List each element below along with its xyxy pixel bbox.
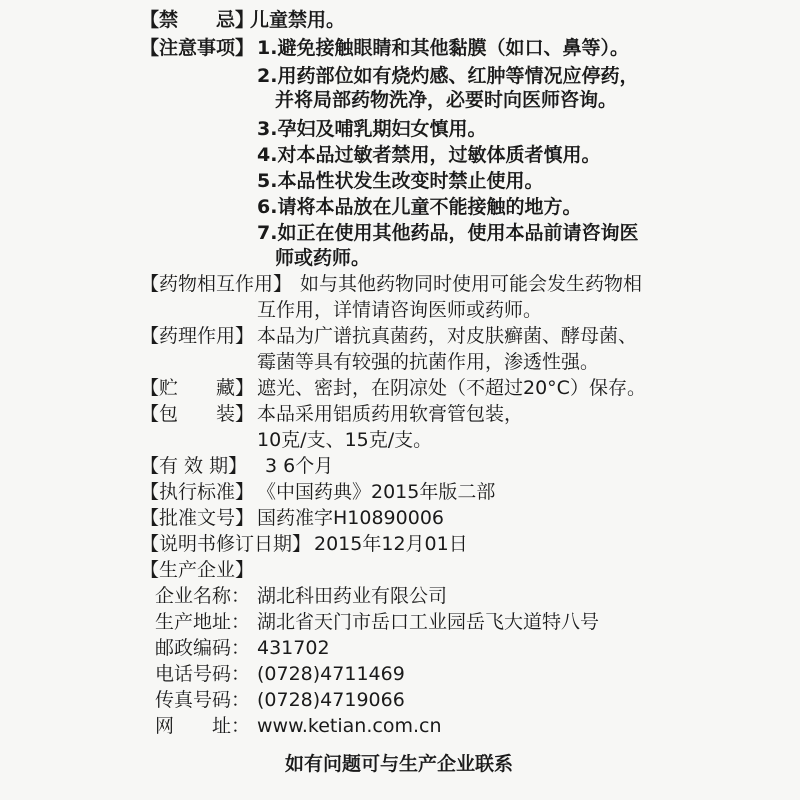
precaution-item: 4.对本品过敏者禁用，过敏体质者慎用。 [257,144,601,166]
contraindication-label: 【禁 忌】 [140,9,255,31]
footer-note: 如有问题可与生产企业联系 [285,753,514,775]
interactions-label: 【药物相互作用】 [140,273,293,295]
manufacturer-field-key: 邮政编码： [155,637,251,659]
pharmacology-text: 本品为广谱抗真菌药，对皮肤癣菌、酵母菌、 [257,325,638,347]
package-text: 本品采用铝质药用软膏管包装， [257,403,524,425]
precaution-item: 师或药师。 [275,247,371,269]
manufacturer-field-key: 电话号码： [155,663,251,685]
manufacturer-field-value: 湖北科田药业有限公司 [257,585,448,607]
pharmacology-label: 【药理作用】 [140,325,255,347]
pharmacology-text: 霉菌等具有较强的抗菌作用，渗透性强。 [257,351,600,373]
manufacturer-field-key: 传真号码： [155,689,251,711]
manufacturer-field-value: (0728)4719066 [257,689,405,711]
validity-text: 3 6个月 [265,455,334,477]
manufacturer-field-value: www.ketian.com.cn [257,715,442,737]
storage-text: 遮光、密封，在阴凉处（不超过20°C）保存。 [257,377,646,399]
package-label: 【包 装】 [140,403,255,425]
revision-label: 【说明书修订日期】 [140,533,312,555]
manufacturer-label: 【生产企业】 [140,559,255,581]
manufacturer-field-value: (0728)4711469 [257,663,405,685]
manufacturer-field-key: 企业名称： [155,585,251,607]
approval-text: 国药准字H10890006 [257,507,444,529]
approval-label: 【批准文号】 [140,507,255,529]
manufacturer-field-value: 431702 [257,637,330,659]
manufacturer-field-key: 生产地址： [155,611,251,633]
interactions-text: 互作用，详情请咨询医师或药师。 [257,299,543,321]
standard-text: 《中国药典》2015年版二部 [257,481,496,503]
validity-label: 【有 效 期】 [140,455,248,477]
precautions-label: 【注意事项】 [140,37,255,59]
precaution-item: 3.孕妇及哺乳期妇女慎用。 [257,118,487,140]
manufacturer-field-value: 湖北省天门市岳口工业园岳飞大道特八号 [257,611,600,633]
precaution-item: 1.避免接触眼睛和其他黏膜（如口、鼻等）。 [257,37,629,59]
manufacturer-field-key: 网 址： [155,715,251,737]
revision-text: 2015年12月01日 [314,533,468,555]
contraindication-text: 儿童禁用。 [250,9,346,31]
precaution-item: 并将局部药物洗净，必要时向医师咨询。 [275,89,618,111]
precaution-item: 2.用药部位如有烧灼感、红肿等情况应停药， [257,65,639,87]
storage-label: 【贮 藏】 [140,377,255,399]
precaution-item: 6.请将本品放在儿童不能接触的地方。 [257,196,582,218]
interactions-text: 如与其他药物同时使用可能会发生药物相 [300,273,643,295]
package-text: 10克/支、15克/支。 [257,429,433,451]
standard-label: 【执行标准】 [140,481,255,503]
precaution-item: 7.如正在使用其他药品，使用本品前请咨询医 [257,222,639,244]
precaution-item: 5.本品性状发生改变时禁止使用。 [257,170,544,192]
